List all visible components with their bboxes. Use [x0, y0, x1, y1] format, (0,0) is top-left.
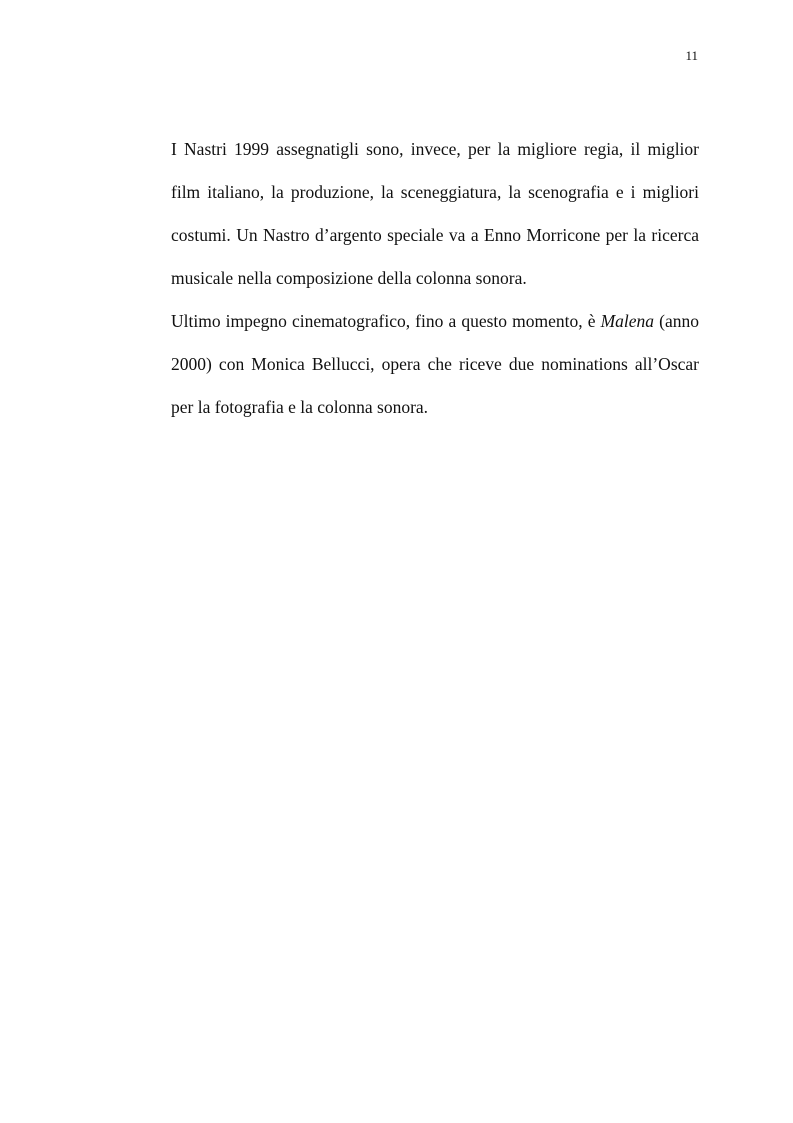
page-number: 11: [685, 48, 698, 63]
film-title-malena: Malena: [600, 311, 655, 331]
paragraph-nastri-1999: I Nastri 1999 assegnatigli sono, invece, per la migliore regia, il miglior film italiano, la produzione, la sceneggiatura, la scenografia e i migliori costumi. Un Nastro d’argento speciale va a Enno Morricone per la ricerca musicale nella composizione della colonna sonora.: [171, 139, 699, 288]
paragraph-text-after: (anno 2000) con Monica Bellucci, opera che riceve due nominations all’Oscar per la fotografia e la colonna sonora.: [171, 311, 699, 417]
paragraph-text-before: Ultimo impegno cinematografico, fino a questo momento, è: [171, 311, 601, 331]
paragraph-malena: [171, 300, 699, 429]
body-text: [171, 128, 699, 429]
